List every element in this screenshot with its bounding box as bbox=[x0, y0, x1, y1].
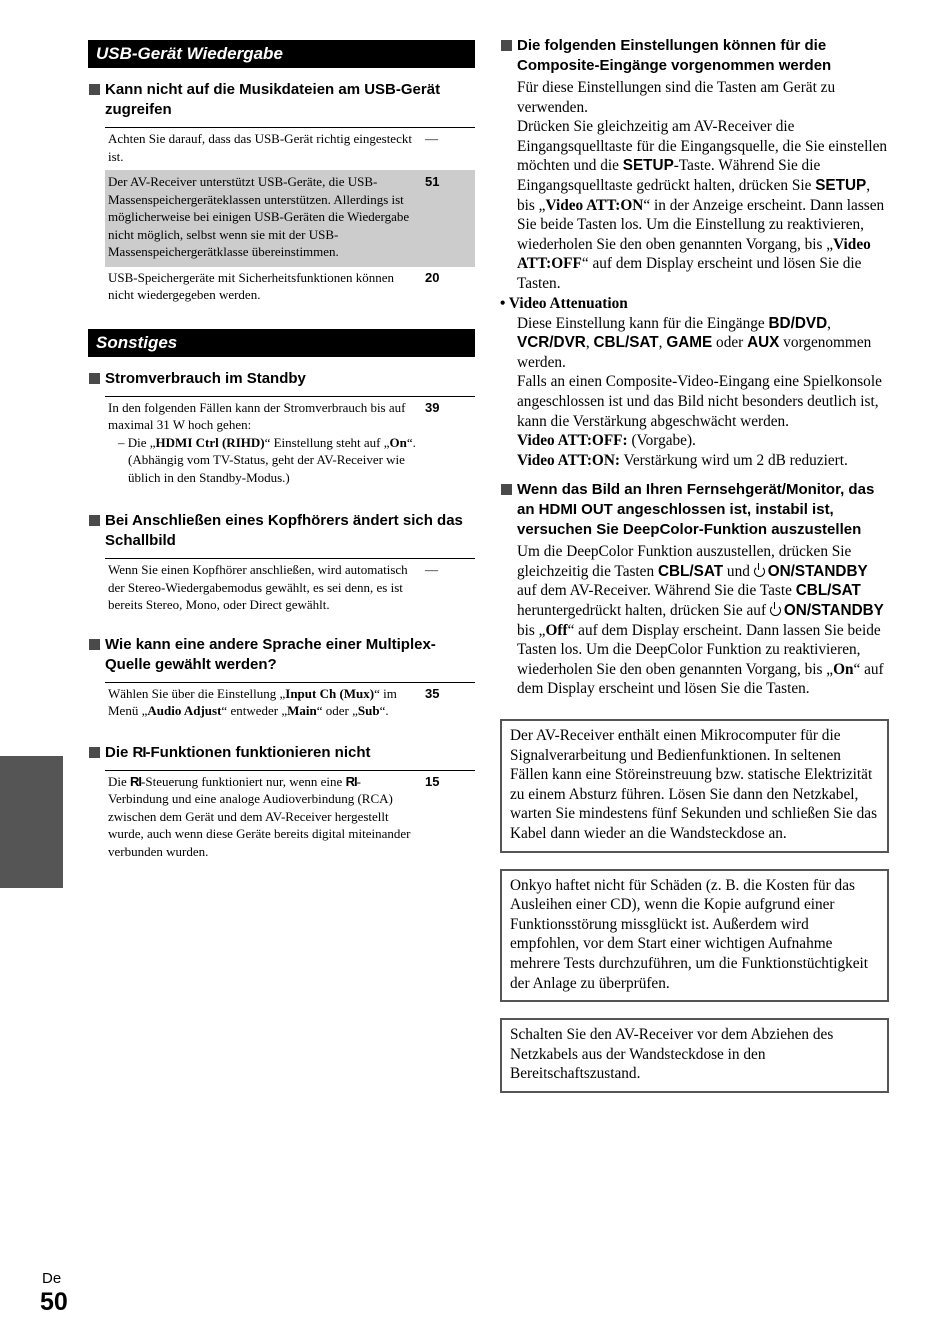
square-bullet-icon bbox=[501, 40, 512, 51]
section-tab bbox=[0, 756, 63, 888]
ri-logo-icon: RI bbox=[130, 773, 142, 789]
ri-logo-icon: RI bbox=[132, 743, 146, 761]
question-heading-language: Wie kann eine andere Sprache einer Multiplex-Quelle gewählt werden? bbox=[88, 635, 475, 675]
table-row: Achten Sie darauf, dass das USB-Gerät richtig eingesteckt ist. — bbox=[105, 128, 475, 171]
deepcolor-body: Um die DeepColor Funktion auszustellen, drücken Sie gleichzeitig die Tasten CBL/SAT und ON/STANDBY auf dem AV-Receiver. Während Sie die Taste CBL/SAT heruntergedrückt halten, drücken Sie auf ON/STANDBY bis „Off“ auf dem Display erscheint. Dann lassen Sie beide Tasten los. Um die DeepColor Funktion zu reaktivieren, wiederholen Sie den oben genannten Vorgang, bis „On“ auf dem Display erscheint und lösen Sie die Tasten. bbox=[517, 543, 884, 698]
table-row: In den folgenden Fällen kann der Stromverbrauch bis auf maximal 31 W hoch gehen: – Die „HDMI Ctrl (RIHD)“ Einstellung steht auf „On“. (Abhängig vom TV-Status, geht der AV-Receiver wie üblich in den Standby-Modus.) 39 bbox=[108, 399, 440, 485]
video-attenuation-bullet: • Video Attenuation bbox=[500, 294, 628, 312]
answer-table-standby bbox=[105, 396, 475, 492]
section-title-usb: USB-Gerät Wiedergabe bbox=[88, 40, 475, 68]
table-row: Wählen Sie über die Einstellung „Input Ch (Mux)“ im Menü „Audio Adjust“ entweder „Main“ oder „Sub“. 35 bbox=[108, 685, 440, 718]
page-number: 50 bbox=[40, 1288, 68, 1316]
table-row: Der AV-Receiver unterstützt USB-Geräte, die USB-Massenspeichergeräteklassen unterstützen. Allerdings ist möglicherweise bei einigen USB-Geräten die Wiedergabe nicht möglich, selbst wenn sie mit der USB-Massenspeichergerätklasse übereinstimmen. 51 bbox=[105, 171, 475, 267]
language-label: De bbox=[42, 1270, 62, 1287]
answer-table-headphones bbox=[105, 558, 475, 619]
ri-logo-icon: RI bbox=[345, 773, 357, 789]
power-icon bbox=[754, 566, 765, 577]
power-icon bbox=[770, 605, 781, 616]
left-column bbox=[88, 40, 475, 865]
question-heading-standby: Stromverbrauch im Standby bbox=[88, 369, 475, 389]
question-heading-usb: Kann nicht auf die Musikdateien am USB-Gerät zugreifen bbox=[88, 80, 475, 120]
question-heading-ri: Die RI-Funktionen funktionieren nicht bbox=[88, 743, 475, 763]
square-bullet-icon bbox=[501, 484, 512, 495]
section-title-misc: Sonstiges bbox=[88, 329, 475, 357]
question-heading-deepcolor: Wenn das Bild an Ihren Fernsehgerät/Monitor, das an HDMI OUT angeschlossen ist, instabil ist, versuchen Sie DeepColor-Funktion auszustellen bbox=[500, 480, 890, 540]
question-heading-composite: Die folgenden Einstellungen können für die Composite-Eingänge vorgenommen werden bbox=[500, 36, 890, 76]
square-bullet-icon bbox=[89, 515, 100, 526]
table-row: Wenn Sie einen Kopfhörer anschließen, wird automatisch der Stereo-Wiedergabemodus gewählt, es sei denn, es ist bereits Stereo, Mono, oder Direct gewählt. — bbox=[108, 562, 438, 612]
note-box-standby: Schalten Sie den AV-Receiver vor dem Abziehen des Netzkabels aus der Wandsteckdose in den Bereitschaftszustand. bbox=[500, 1018, 889, 1093]
note-box-liability: Onkyo haftet nicht für Schäden (z. B. die Kosten für das Ausleihen einer CD), wenn die Kopie aufgrund einer Funktionsstörung missglückt ist. Außerdem wird empfohlen, vor dem Start einer wichtigen Aufnahme mehrere Tests durchzuführen, um die Funktionstüchtigkeit der Anlage zu überprüfen. bbox=[500, 869, 889, 1003]
note-box-microcomputer: Der AV-Receiver enthält einen Mikrocomputer für die Signalverarbeitung und Bedienfunktionen. In seltenen Fällen kann eine Störeinstreuung bzw. statische Elektrizität zu einem Absturz führen. Lösen Sie dann den Netzkabel, warten Sie mindestens fünf Sekunden und schließen Sie das Kabel dann wieder an die Wandsteckdose an. bbox=[500, 719, 889, 853]
answer-table-ri bbox=[105, 770, 475, 866]
answer-table-language bbox=[105, 682, 475, 725]
square-bullet-icon bbox=[89, 84, 100, 95]
table-row: USB-Speichergeräte mit Sicherheitsfunktionen können nicht wiedergegeben werden. 20 bbox=[108, 269, 440, 302]
answer-table-usb bbox=[105, 127, 475, 309]
table-row: Die RI-Steuerung funktioniert nur, wenn eine RI-Verbindung und eine analoge Audioverbindung (RCA) zwischen dem Gerät und dem AV-Receiver hergestellt wurde, auch wenn diese Geräte bereits digital miteinander verbunden wurden. 15 bbox=[108, 773, 440, 859]
video-attenuation-body: Diese Einstellung kann für die Eingänge BD/DVD, VCR/DVR, CBL/SAT, GAME oder AUX vorgenommen werden. Falls an einen Composite-Video-Eingang eine Spielkonsole angeschlossen ist und das Bild nicht besonders deutlich ist, kann die Verstärkung abgeschwächt werden. Video ATT:OFF: (Vorgabe). Video ATT:ON: Verstärkung wird um 2 dB reduziert. bbox=[517, 314, 882, 469]
square-bullet-icon bbox=[89, 373, 100, 384]
right-column bbox=[500, 36, 890, 1093]
composite-body: Für diese Einstellungen sind die Tasten am Gerät zu verwenden. Drücken Sie gleichzeitig am AV-Receiver die Eingangsquelltaste für die Eingangsquelle, die Sie einstellen möchten und die SETUP-Taste. Während Sie die Eingangsquelltaste gedrückt halten, drücken Sie SETUP, bis „Video ATT:ON“ in der Anzeige erscheint. Dann lassen Sie beide Tasten los. Um die Einstellung zu reaktivieren, wiederholen Sie den oben genannten Vorgang, bis „Video ATT:OFF“ auf dem Display erscheint und lösen Sie die Tasten. bbox=[517, 79, 888, 292]
square-bullet-icon bbox=[89, 747, 100, 758]
square-bullet-icon bbox=[89, 639, 100, 650]
question-heading-headphones: Bei Anschließen eines Kopfhörers ändert sich das Schallbild bbox=[88, 511, 475, 551]
